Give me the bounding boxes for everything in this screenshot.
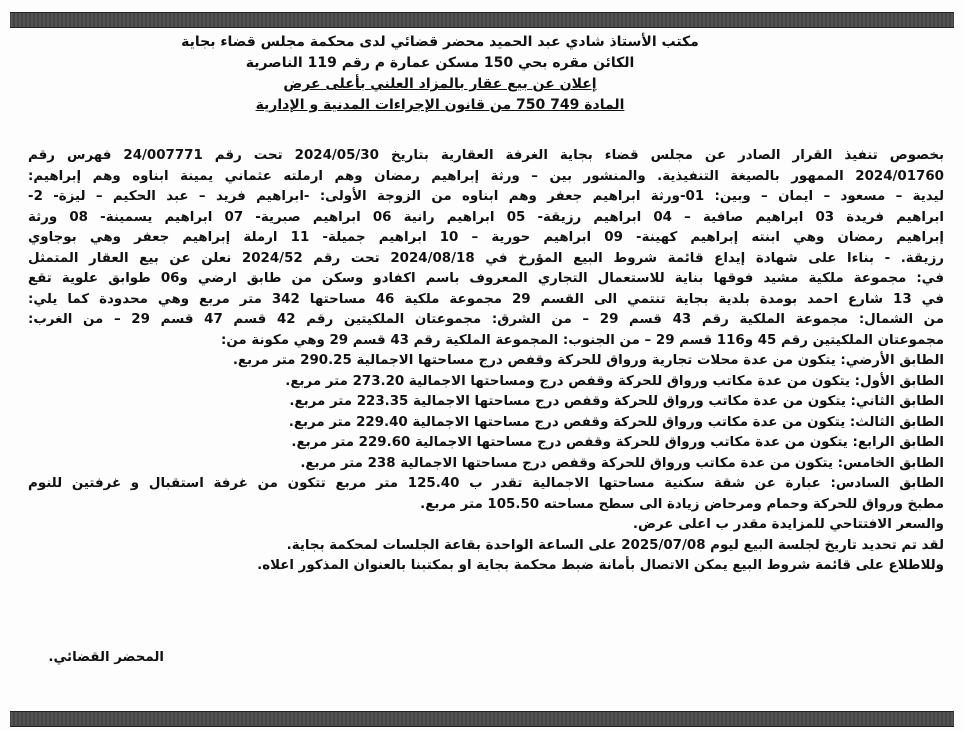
sale-session-date: لقد تم تحديد تاريخ لجلسة البيع ليوم 2025/07/08 على الساعة الواحدة بقاعة الجلسات لمحكمة بجاية. (286, 537, 944, 553)
floor-ground: الطابق الأرضي: يتكون من عدة محلات تجارية ورواق للحركة وقفص درج مساحتها الاجمالية 290.25 متر مربع. (232, 353, 944, 368)
notice-body (28, 146, 944, 577)
body-line: في 13 شارع احمد بومدة بلدية بجاية تنتمي الى القسم 29 مجموعة ملكية 46 مساحتها 342 متر مربع وهي محدودة كما يلي: (28, 291, 944, 307)
floor-third: الطابق الثالث: يتكون من عدة مكاتب ورواق للحركة وقفص درج مساحتها الاجمالية 229.40 متر مربع. (288, 414, 944, 430)
floor-fourth: الطابق الرابع: يتكون من عدة مكاتب ورواق للحركة وقفص درج مساحتها الاجمالية 229.60 متر مربع. (291, 435, 944, 450)
top-border-bar (10, 12, 954, 28)
body-line: ليدية – مسعود – ايمان – وبين: 01-ورثة ابراهيم جعفر وهم ابناوه من الزوجة الأولى: -ابراهيم فريد – عبد الحكيم – ليزة- 2- (28, 189, 944, 204)
contact-info: وللاطلاع على قائمة شروط البيع يمكن الاتصال بأمانة ضبط محكمة بجاية او بمكتبنا بالعنوان المذكور اعلاه. (257, 558, 944, 573)
floor-first: الطابق الأول: يتكون من عدة مكاتب ورواق للحركة وقفص درج ومساحتها الاجمالية 273.20 متر مربع. (285, 373, 944, 389)
body-line: بخصوص تنفيذ القرار الصادر عن مجلس قضاء بجاية الغرفة العقارية بتاريخ 2024/05/30 تحت رقم 24/007771 فهرس رقم (28, 148, 944, 163)
body-line: مجموعتان الملكيتين رقم 45 و116 قسم 29 – من الجنوب: المجموعة الملكية رقم 43 قسم 29 وهي مكونة من: (221, 332, 944, 348)
body-line: من الشمال: مجموعة الملكية رقم 43 قسم 29 – من الشرق: مجموعتان الملكيتين رقم 42 قسم 47 قسم 29 – من الغرب: (28, 312, 944, 327)
body-line: ابراهيم فريدة 03 ابراهيم صافية – 04 ابراهيم رزيقة- 05 ابراهيم رانية 06 ابراهيم صبرية- 07 ابراهيم يسمينة- 08 ورثة (28, 209, 944, 225)
bottom-border-bar (10, 711, 954, 727)
office-name: مكتب الأستاذ شادي عبد الحميد محضر قضائي لدى محكمة مجلس قضاء بجاية (181, 34, 699, 50)
floor-fifth: الطابق الخامس: يتكون من عدة مكاتب ورواق للحركة وقفص درج مساحتها الاجمالية 238 متر مربع. (300, 455, 944, 471)
body-line: 2024/01760 الممهور بالصيغة التنفيذية. والمنشور بين – ورثة إبراهيم رمضان وهم ارملته عثماني يمينة ابناوه وهم إبراهيم: (28, 168, 944, 184)
body-line: إبراهيم رمضان وهي ابنته إبراهيم كهينة- 09 ابراهيم حورية – 10 ابراهيم جميلة- 11 ارملة إبراهيم جعفر وهي بوجاوي (28, 230, 944, 245)
document-header (100, 32, 780, 116)
legal-article: المادة 749 750 من قانون الإجراءات المدنية و الإدارية (255, 97, 625, 113)
body-line: رزيقة. - بناءا على شهادة إيداع قائمة شروط البيع المؤرخ في 2024/08/18 تحت رقم 2024/52 نعلن عن بيع العقار المتمثل (28, 250, 944, 266)
floor-second: الطابق الثاني: يتكون من عدة مكاتب ورواق للحركة وقفص درج مساحتها الاجمالية 223.35 متر مربع. (289, 394, 944, 409)
floor-sixth: الطابق السادس: عبارة عن شقة سكنية مساحتها الاجمالية تقدر ب 125.40 متر مربع تتكون من غرفة استقبال و غرفتين للنوم (28, 476, 944, 491)
signature: المحضر القضائي. (48, 650, 164, 665)
floor-sixth-cont: مطبخ ورواق للحركة وحمام ومرحاض زيادة الى سطح مساحته 105.50 متر مربع. (420, 496, 944, 512)
body-line: في: مجموعة ملكية مشيد فوقها بناية للاستعمال التجاري المعروف باسم اكفادو وسكن من طابق ارضي و06 طوابق علوية تقع (28, 271, 944, 286)
office-address: الكائن مقره بحي 150 مسكن عمارة م رقم 119 الناصرية (245, 55, 635, 71)
opening-price: والسعر الافتتاحي للمزايدة مقدر ب اعلى عرض. (632, 517, 944, 532)
notice-title: إعلان عن بيع عقار بالمزاد العلني بأعلى عرض (283, 76, 597, 92)
